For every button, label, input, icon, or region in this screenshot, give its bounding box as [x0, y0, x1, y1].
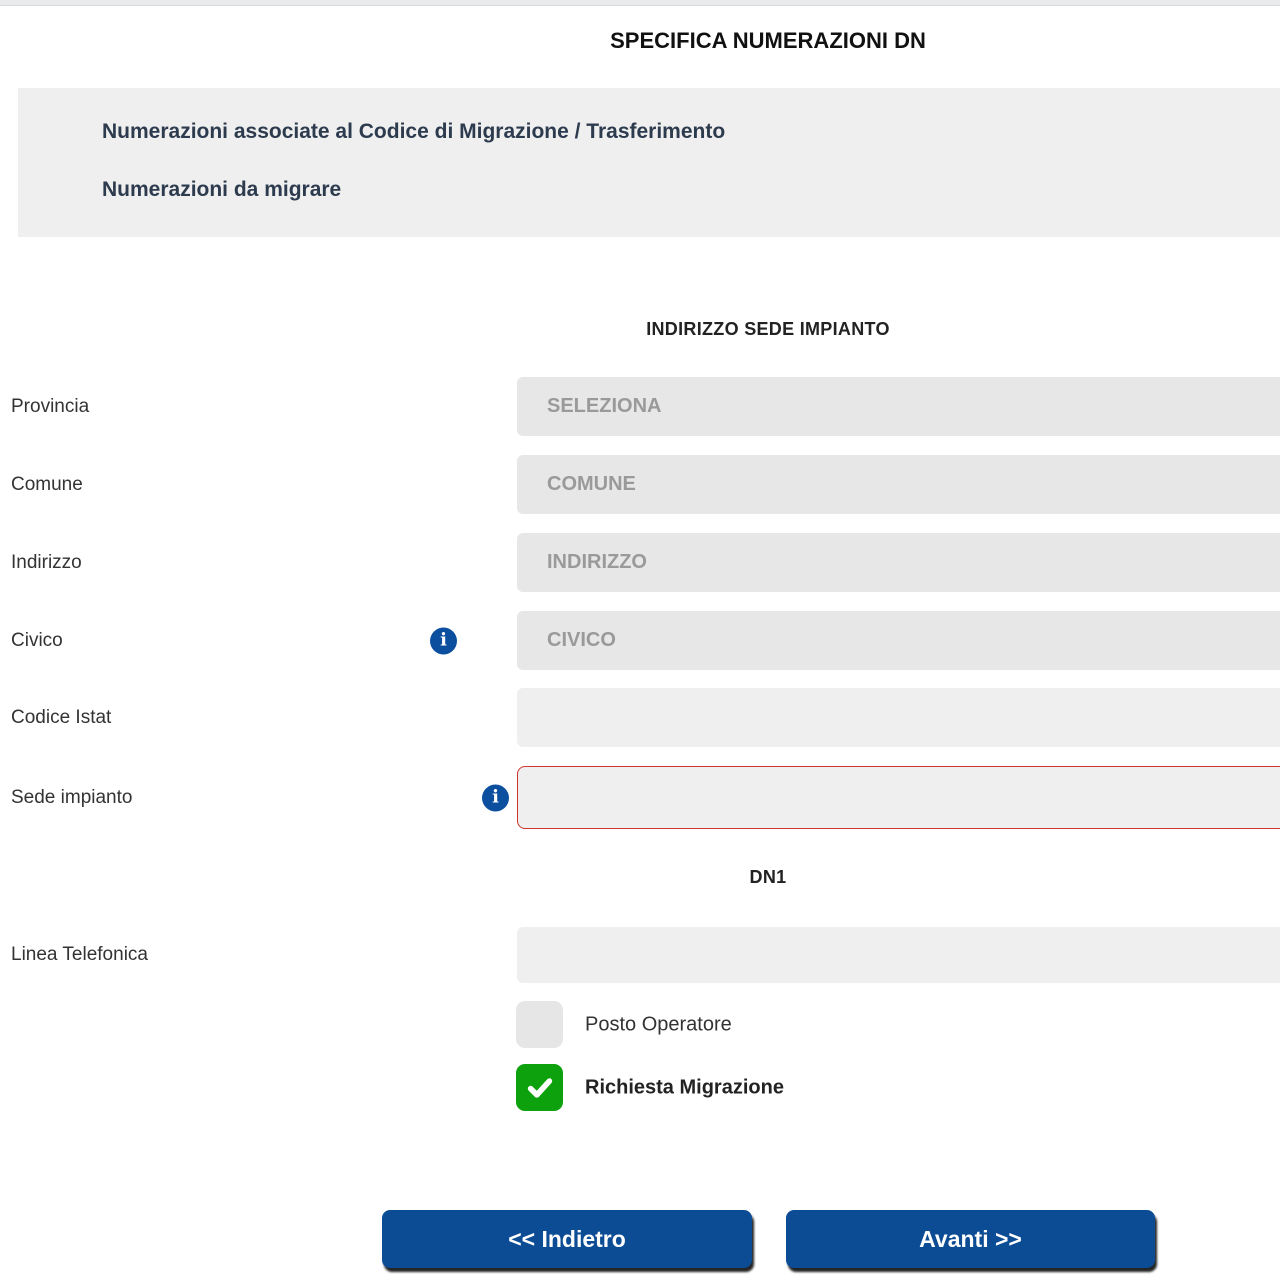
summary-panel [18, 88, 1280, 237]
comune-label: Comune [11, 473, 83, 495]
provincia-input[interactable] [517, 377, 1280, 436]
linea-telefonica-input[interactable] [517, 927, 1280, 983]
field-row-provincia [0, 377, 1280, 436]
provincia-label: Provincia [11, 395, 90, 417]
field-row-indirizzo [0, 533, 1280, 592]
posto-operatore-checkbox[interactable] [516, 1001, 563, 1048]
posto-operatore-row [0, 1001, 1280, 1048]
sede-impianto-label: Sede impianto [11, 786, 133, 808]
info-circle-icon[interactable] [482, 784, 509, 811]
field-row-codice-istat [0, 688, 1280, 747]
codice-istat-label: Codice Istat [11, 706, 112, 728]
dn1-section-heading: DN1 [749, 867, 787, 887]
civico-label: Civico [11, 629, 63, 651]
info-circle-icon[interactable] [430, 627, 457, 654]
posto-operatore-label: Posto Operatore [585, 1013, 732, 1035]
comune-input[interactable] [517, 455, 1280, 514]
summary-line-migration-code: Numerazioni associate al Codice di Migrazione / Trasferimento [102, 120, 726, 143]
richiesta-migrazione-row [0, 1064, 1280, 1111]
codice-istat-input[interactable] [517, 688, 1280, 747]
indirizzo-label: Indirizzo [11, 551, 82, 573]
back-button[interactable]: << Indietro [382, 1210, 752, 1268]
richiesta-migrazione-label: Richiesta Migrazione [585, 1076, 784, 1098]
civico-input[interactable] [517, 611, 1280, 670]
richiesta-migrazione-checkbox[interactable] [516, 1064, 563, 1111]
field-row-civico [0, 611, 1280, 670]
linea-telefonica-label: Linea Telefonica [11, 944, 148, 965]
address-section-heading: INDIRIZZO SEDE IMPIANTO [646, 319, 890, 339]
page-title: SPECIFICA NUMERAZIONI DN [610, 28, 926, 53]
field-row-comune [0, 455, 1280, 514]
summary-line-numbers-to-migrate: Numerazioni da migrare [102, 178, 342, 201]
next-button[interactable]: Avanti >> [786, 1210, 1155, 1268]
field-row-linea-telefonica [0, 927, 1280, 983]
field-row-sede-impianto [0, 766, 1280, 829]
top-strip [0, 0, 1280, 6]
sede-impianto-input[interactable] [517, 766, 1280, 829]
checkmark-icon [525, 1073, 555, 1103]
indirizzo-input[interactable] [517, 533, 1280, 592]
